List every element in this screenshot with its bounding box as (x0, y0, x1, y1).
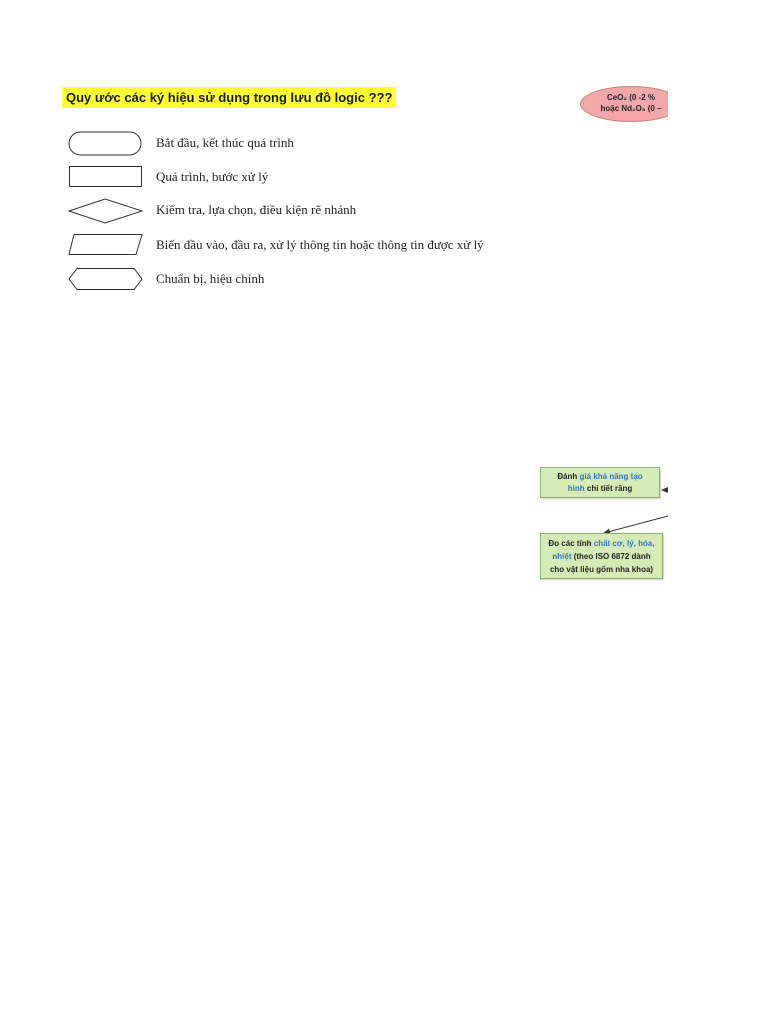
evaluate-formability-box: Đánh giá khả năng tạo hình chi tiết răng (540, 467, 660, 498)
legend-label-decision: Kiểm tra, lựa chọn, điều kiện rẽ nhánh (156, 202, 357, 217)
callout-line-2: hoặc Nd₂O₃ (0 – (600, 104, 662, 113)
legend-label-preparation: Chuẩn bị, hiệu chỉnh (156, 271, 265, 286)
measure-properties-box: Đo các tính chất cơ, lý, hóa, nhiệt (theo ISO 6872 dành cho vật liệu gốm nha khoa) (540, 533, 663, 579)
legend-label-process: Quá trình, bước xử lý (156, 169, 269, 184)
callout-line-1: CeO₂ (0 -2 % (606, 93, 655, 102)
page-title: Quy ước các ký hiệu sử dụng trong lưu đồ logic ??? (62, 87, 396, 108)
legend-label-data: Biến đầu vào, đầu ra, xử lý thông tin hoặc thông tin được xử lý (156, 237, 484, 252)
legend-label-terminator: Bắt đầu, kết thúc quá trình (156, 135, 294, 150)
arrow-to-box2 (604, 516, 668, 533)
